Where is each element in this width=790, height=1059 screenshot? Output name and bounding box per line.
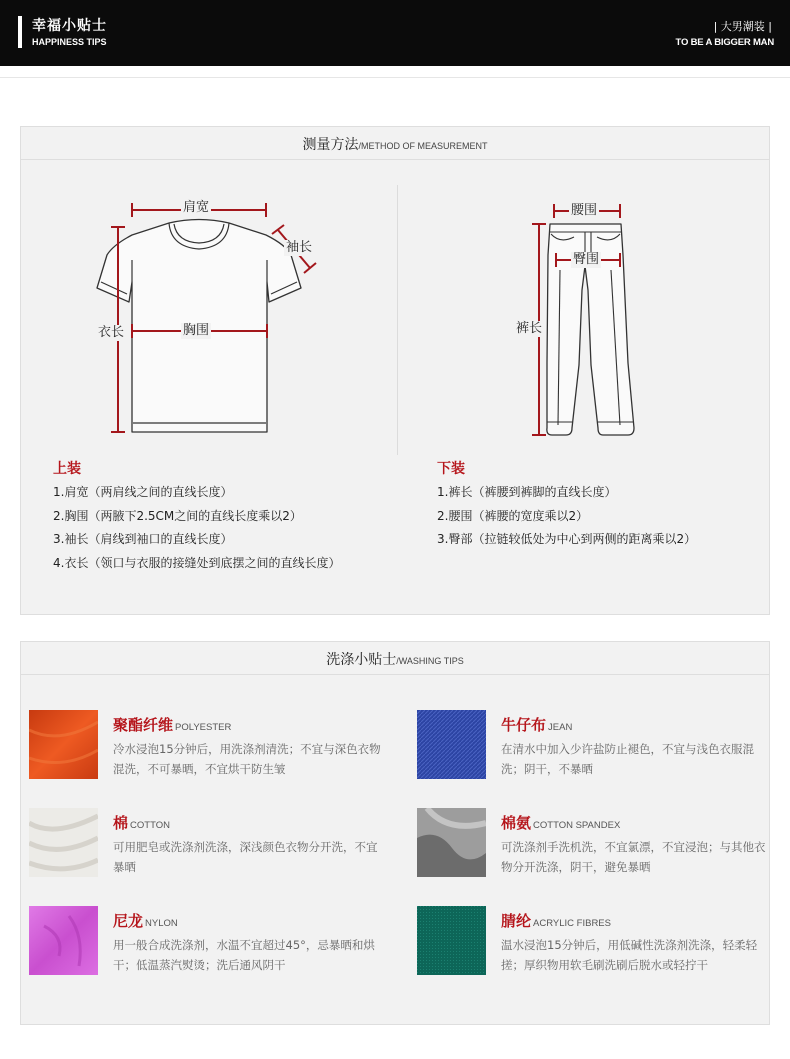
fabric-name: 牛仔布 bbox=[501, 716, 547, 734]
fabric-care: 冷水浸泡15分钟后，用洗涤剂清洗；不宜与深色衣物混洗，不可暴晒，不宜烘干防生皱 bbox=[113, 742, 381, 776]
fabric-care: 可洗涤剂手洗机洗，不宜氯漂，不宜浸泡；与其他衣物分开洗涤，阴干，避免暴晒 bbox=[501, 840, 766, 874]
measurement-title-en: /METHOD OF MEASUREMENT bbox=[358, 141, 488, 151]
jean-swatch bbox=[417, 710, 486, 779]
measurement-title: 测量方法 bbox=[302, 137, 359, 153]
fabric-nylon bbox=[29, 906, 389, 978]
list-item: 3.袖长（肩线到袖口的直线长度） bbox=[53, 532, 233, 546]
header-brand: | 大男潮装 | bbox=[713, 20, 772, 33]
fabric-name-en: ACRYLIC FIBRES bbox=[533, 918, 611, 929]
measurement-heading bbox=[21, 127, 769, 160]
label-pants-length: 裤长 bbox=[516, 321, 543, 336]
label-hip: 臀围 bbox=[573, 252, 600, 267]
list-item: 4.衣长（领口与衣服的接缝处到底摆之间的直线长度） bbox=[53, 555, 341, 570]
label-waist: 腰围 bbox=[571, 203, 598, 218]
top-wear-title: 上装 bbox=[53, 461, 81, 477]
fabric-acrylic bbox=[417, 906, 767, 978]
list-item: 1.裤长（裤腰到裤脚的直线长度） bbox=[437, 485, 617, 499]
fabric-name: 尼龙 bbox=[113, 912, 144, 930]
measurement-panel bbox=[20, 126, 770, 615]
fabric-name: 棉氨 bbox=[501, 814, 532, 832]
acrylic-swatch bbox=[417, 906, 486, 975]
fabric-name-en: JEAN bbox=[548, 722, 573, 733]
bottom-wear-rules bbox=[437, 481, 696, 552]
list-item: 1.肩宽（两肩线之间的直线长度） bbox=[53, 485, 233, 499]
header-accent-bar bbox=[18, 16, 22, 48]
divider bbox=[0, 77, 790, 78]
nylon-swatch bbox=[29, 906, 98, 975]
header-title: 幸福小贴士 bbox=[32, 18, 107, 34]
polyester-swatch bbox=[29, 710, 98, 779]
fabric-name: 棉 bbox=[113, 814, 129, 832]
washing-panel bbox=[20, 641, 770, 1025]
header-bar bbox=[0, 0, 790, 66]
fabric-name: 聚酯纤维 bbox=[113, 716, 174, 734]
fabric-cotton bbox=[29, 808, 389, 880]
label-sleeve-length: 袖长 bbox=[286, 240, 313, 255]
list-item: 2.胸围（两腋下2.5CM之间的直线长度乘以2） bbox=[53, 508, 302, 523]
label-shoulder-width: 肩宽 bbox=[183, 200, 210, 215]
fabric-name-en: COTTON SPANDEX bbox=[533, 820, 621, 831]
fabric-name-en: NYLON bbox=[145, 918, 178, 929]
fabric-name: 腈纶 bbox=[501, 912, 532, 930]
washing-heading bbox=[21, 642, 769, 675]
bottom-wear-title: 下装 bbox=[437, 461, 465, 477]
header-slogan: TO BE A BIGGER MAN bbox=[675, 37, 774, 48]
cotton-spandex-swatch bbox=[417, 808, 486, 877]
list-item: 2.腰围（裤腰的宽度乘以2） bbox=[437, 508, 589, 523]
washing-title: 洗涤小贴士 bbox=[326, 652, 397, 668]
fabric-care: 温水浸泡15分钟后，用低碱性洗涤剂洗涤，轻柔轻搓；厚织物用软毛刷洗刷后脱水或轻拧干 bbox=[501, 938, 758, 972]
fabric-care: 可用肥皂或洗涤剂洗涤，深浅颜色衣物分开洗，不宜暴晒 bbox=[113, 840, 378, 874]
fabric-polyester bbox=[29, 710, 389, 782]
fabric-care: 用一般合成洗涤剂，水温不宜超过45°，忌暴晒和烘干；低温蒸汽熨烫；洗后通风阴干 bbox=[113, 938, 375, 972]
header-subtitle: HAPPINESS TIPS bbox=[32, 37, 107, 47]
fabric-cotton-spandex bbox=[417, 808, 767, 880]
fabric-care: 在清水中加入少许盐防止褪色，不宜与浅色衣服混洗；阴干，不暴晒 bbox=[501, 742, 754, 776]
cotton-swatch bbox=[29, 808, 98, 877]
fabric-name-en: POLYESTER bbox=[175, 722, 232, 733]
label-chest: 胸围 bbox=[183, 323, 210, 338]
fabric-name-en: COTTON bbox=[130, 820, 170, 831]
list-item: 3.臀部（拉链较低处为中心到两侧的距离乘以2） bbox=[437, 532, 697, 546]
fabric-jean bbox=[417, 710, 767, 782]
washing-title-en: /WASHING TIPS bbox=[396, 656, 464, 666]
top-wear-rules bbox=[53, 481, 340, 575]
label-shirt-length: 衣长 bbox=[98, 325, 125, 340]
